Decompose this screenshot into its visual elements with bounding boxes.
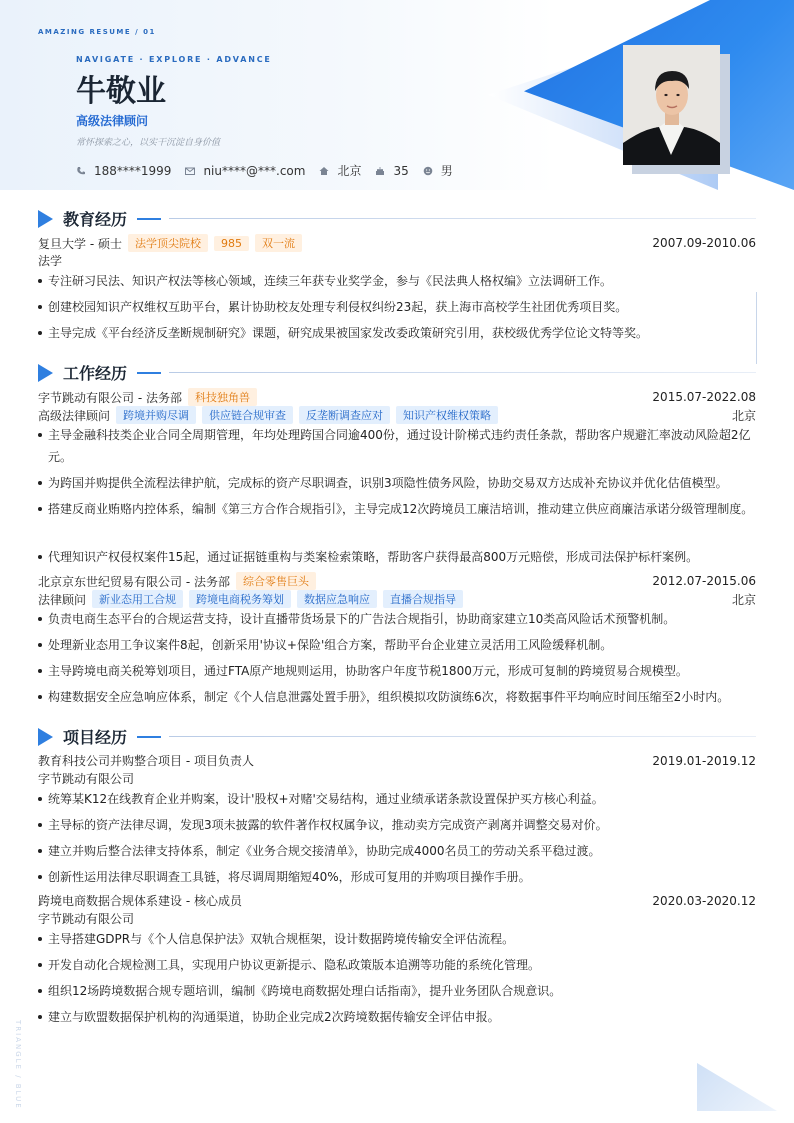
list-item: 建立并购后整合法律支持体系，制定《业务合规交接清单》，协助完成4000名员工的劳动关系平稳过渡。 xyxy=(38,840,756,862)
phone-icon xyxy=(76,166,86,176)
section-title: 教育经历 xyxy=(63,210,128,229)
triangle-marker-icon xyxy=(38,210,53,228)
list-item: 处理新业态用工争议案件8起，创新采用'协议+保险'组合方案，帮助平台企业建立灵活用工风险缓释机制。 xyxy=(38,634,756,656)
list-item: 专注研习民法、知识产权法等核心领域，连续三年获专业奖学金，参与《民法典人格权编》立法调研工作。 xyxy=(38,270,756,292)
contact-gender xyxy=(423,162,453,179)
section-header-education xyxy=(38,207,756,230)
list-item: 负责电商生态平台的合规运营支持，设计直播带货场景下的广告法合规指引，协助商家建立10类高风险话术预警机制。 xyxy=(38,608,756,630)
company-tag: 综合零售巨头 xyxy=(236,572,316,590)
list-item: 主导跨境电商关税筹划项目，通过FTA原产地规则运用，协助客户年度节税1800万元，形成可复制的跨境贸易合规模型。 xyxy=(38,660,756,682)
list-item: 主导金融科技类企业合同全周期管理，年均处理跨国合同逾400份，通过设计阶梯式违约责任条款，帮助客户规避汇率波动风险超2亿元。 xyxy=(38,424,756,468)
section-title: 项目经历 xyxy=(63,728,128,747)
role-tag: 直播合规指导 xyxy=(383,590,463,608)
section-divider xyxy=(169,218,756,219)
role-tag: 跨境并购尽调 xyxy=(116,406,196,424)
work-role-row xyxy=(38,406,756,424)
role-name: 法律顾问 xyxy=(38,592,87,607)
education-major: 法学 xyxy=(38,254,63,268)
section-header-projects xyxy=(38,725,756,748)
list-item: 创建校园知识产权维权互助平台，累计协助校友处理专利侵权纠纷23起，获上海市高校学生社团优秀项目奖。 xyxy=(38,296,756,318)
work-company-row xyxy=(38,388,756,406)
list-item: 构建数据安全应急响应体系，制定《个人信息泄露处置手册》，组织模拟攻防演练6次，将数据事件平均响应时间压缩至2小时内。 xyxy=(38,686,756,708)
project-period: 2019.01-2019.12 xyxy=(652,753,756,768)
education-tag: 法学顶尖院校 xyxy=(128,234,208,252)
gender-text: 男 xyxy=(440,164,453,178)
city-text: 北京 xyxy=(337,164,362,178)
role-tag: 知识产权维权策略 xyxy=(396,406,498,424)
section-dash xyxy=(137,218,161,220)
project-org-row xyxy=(38,910,756,927)
section-title: 工作经历 xyxy=(63,364,128,383)
education-row xyxy=(38,234,756,252)
education-major-row xyxy=(38,252,756,269)
portrait-illustration xyxy=(623,45,720,165)
project-row xyxy=(38,752,756,769)
project-org: 字节跳动有限公司 xyxy=(38,912,135,926)
home-icon xyxy=(319,166,329,176)
project-period: 2020.03-2020.12 xyxy=(652,893,756,908)
work-location: 北京 xyxy=(731,408,756,423)
education-tag: 985 xyxy=(214,236,249,251)
work-role-row xyxy=(38,590,756,608)
age-text: 35 xyxy=(393,163,409,178)
candidate-title: 高级法律顾问 xyxy=(76,114,149,128)
list-item: 主导搭建GDPR与《个人信息保护法》双轨合规框架，设计数据跨境传输安全评估流程。 xyxy=(38,928,756,950)
decor-vertical-line xyxy=(756,292,757,364)
education-tag: 双一流 xyxy=(255,234,302,252)
cake-icon xyxy=(375,166,385,176)
list-item: 统筹某K12在线教育企业并购案，设计'股权+对赌'交易结构，通过业绩承诺条款设置保护买方核心利益。 xyxy=(38,788,756,810)
company-tag: 科技独角兽 xyxy=(188,388,257,406)
company-name: 北京京东世纪贸易有限公司 - 法务部 xyxy=(38,574,230,589)
side-watermark-text: TRIANGLE / BLUE xyxy=(14,1020,22,1110)
contact-list xyxy=(76,162,467,179)
list-item: 建立与欧盟数据保护机构的沟通渠道，协助企业完成2次跨境数据传输安全评估申报。 xyxy=(38,1006,756,1028)
candidate-name: 牛敬业 xyxy=(76,74,166,109)
list-item: 为跨国并购提供全流程法律护航，完成标的资产尽职调查，识别3项隐性债务风险，协助交易双方达成补充协议并优化估值模型。 xyxy=(38,472,756,494)
contact-phone xyxy=(76,164,171,178)
project-name: 教育科技公司并购整合项目 - 项目负责人 xyxy=(38,754,254,768)
triangle-marker-icon xyxy=(38,364,53,382)
work-location: 北京 xyxy=(731,592,756,607)
list-item: 主导标的资产法律尽调，发现3项未披露的软件著作权权属争议，推动卖方完成资产剥离并调整交易对价。 xyxy=(38,814,756,836)
list-item: 组织12场跨境数据合规专题培训，编制《跨境电商数据处理白话指南》，提升业务团队合规意识。 xyxy=(38,980,756,1002)
project-row xyxy=(38,892,756,909)
profile-photo xyxy=(623,45,720,165)
section-dash xyxy=(137,736,161,738)
role-tag: 供应链合规审查 xyxy=(202,406,293,424)
section-dash xyxy=(137,372,161,374)
work-period: 2015.07-2022.08 xyxy=(652,390,756,404)
company-name: 字节跳动有限公司 - 法务部 xyxy=(38,390,182,405)
kicker-text: AMAZING RESUME / 01 xyxy=(38,28,156,36)
list-item: 代理知识产权侵权案件15起，通过证据链重构与类案检索策略，帮助客户获得最高800万元赔偿，形成司法保护标杆案例。 xyxy=(38,546,756,568)
education-period: 2007.09-2010.06 xyxy=(652,236,756,250)
role-tag: 跨境电商税务筹划 xyxy=(189,590,291,608)
list-item: 搭建反商业贿赂内控体系，编制《第三方合作合规指引》，主导完成12次跨境员工廉洁培训，推动建立供应商廉洁承诺分级管理制度。 xyxy=(38,498,756,520)
project-org-row xyxy=(38,770,756,787)
role-tag: 数据应急响应 xyxy=(297,590,377,608)
candidate-motto: 常怀探索之心，以实干沉淀自身价值 xyxy=(76,138,221,148)
contact-age xyxy=(375,164,408,178)
list-item: 开发自动化合规检测工具，实现用户协议更新提示、隐私政策版本追溯等功能的系统化管理。 xyxy=(38,954,756,976)
section-divider xyxy=(169,372,756,373)
project-org: 字节跳动有限公司 xyxy=(38,772,135,786)
contact-city xyxy=(319,162,361,179)
section-divider xyxy=(169,736,756,737)
smile-icon xyxy=(423,166,433,176)
role-tag: 反垄断调查应对 xyxy=(299,406,390,424)
contact-email xyxy=(185,164,305,178)
footer-decor-triangle xyxy=(697,1063,777,1111)
role-name: 高级法律顾问 xyxy=(38,408,111,423)
list-item: 创新性运用法律尽职调查工具链，将尽调周期缩短40%，形成可复用的并购项目操作手册。 xyxy=(38,866,756,888)
role-tag: 新业态用工合规 xyxy=(92,590,183,608)
section-header-work xyxy=(38,361,756,384)
list-item: 主导完成《平台经济反垄断规制研究》课题，研究成果被国家发改委政策研究引用，获校级优秀学位论文特等奖。 xyxy=(38,322,756,344)
mail-icon xyxy=(185,166,195,176)
nav-tagline: NAVIGATE · EXPLORE · ADVANCE xyxy=(76,55,272,64)
school-name: 复旦大学 - 硕士 xyxy=(38,236,122,251)
project-name: 跨境电商数据合规体系建设 - 核心成员 xyxy=(38,894,242,908)
phone-text: 188****1999 xyxy=(94,163,172,178)
triangle-marker-icon xyxy=(38,728,53,746)
work-period: 2012.07-2015.06 xyxy=(652,574,756,588)
work-company-row xyxy=(38,572,756,590)
email-text: niu****@***.com xyxy=(203,163,306,178)
